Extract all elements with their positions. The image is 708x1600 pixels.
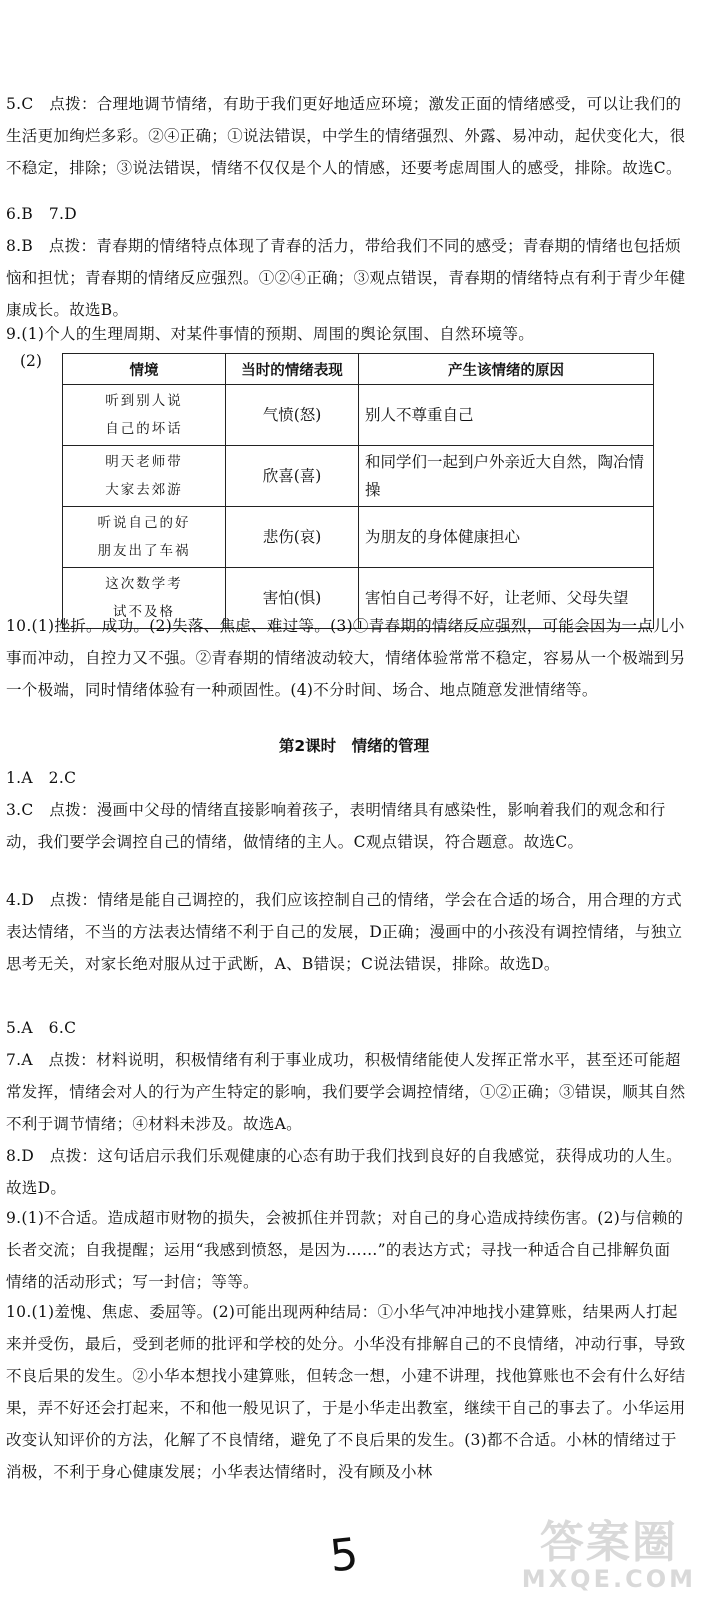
page-number: 5 <box>327 1528 361 1583</box>
table-row <box>63 446 654 507</box>
watermark-logo <box>521 1517 696 1593</box>
header-emotion: 当时的情绪表现 <box>226 354 359 385</box>
answer-8: 8.B 点拨：青春期的情绪特点体现了青春的活力，带给我们不同的感受；青春期的情绪也包括烦恼和担忧；青春期的情绪反应强烈。①②④正确；③观点错误，青春期的情绪特点有利于青少年健康成长。故选B。 <box>6 237 686 319</box>
header-situation: 情境 <box>63 354 226 385</box>
emotion-cell: 气愤(怒) <box>226 385 359 446</box>
answer-5-6: 5.A 6.C <box>6 1019 77 1037</box>
answer-9-1: 9.(1)个人的生理周期、对某件事情的预期、周围的舆论氛围、自然环境等。 <box>6 325 535 343</box>
answer-9b: 9.(1)不合适。造成超市财物的损失，会被抓住并罚款；对自己的身心造成持续伤害。(2)与信赖的长者交流；自我提醒；运用“我感到愤怒，是因为……”的表达方式；寻找一种适合自己排解负面情绪的活动形式；写一封信；等等。 <box>6 1209 684 1291</box>
answer-10b: 10.(1)羞愧、焦虑、委屈等。(2)可能出现两种结局：①小华气冲冲地找小建算账，结果两人打起来并受伤，最后，受到老师的批评和学校的处分。小华没有排解自己的不良情绪，冲动行事，导致不良后果的发生。②小华本想找小建算账，但转念一想，小建不讲理，找他算账也不会有什么好结果，弄不好还会打起来，不和他一般见识了，于是小华走出教室，继续干自己的事去了。小华运用改变认知评价的方法，化解了不良情绪，避免了不良后果的发生。(3)都不合适。小林的情绪过于消极，不利于身心健康发展；小华表达情绪时，没有顾及小林 <box>6 1303 686 1481</box>
emotion-cell: 悲伤(哀) <box>226 507 359 568</box>
reason-cell: 害怕自己考得不好，让老师、父母失望 <box>359 568 654 629</box>
situation-cell: 这次数学考 试不及格 <box>63 568 226 629</box>
answer-10: 10.(1)挫折。成功。(2)失落、焦虑、难过等。(3)①青春期的情绪反应强烈，可能会因为一点儿小事而冲动，自控力又不强。②青春期的情绪波动较大，情绪体验常常不稳定，容易从一个极端到另一个极端，同时情绪体验有一种顽固性。(4)不分时间、场合、地点随意发泄情绪等。 <box>6 617 686 699</box>
watermark-title: 答案圈 <box>539 1517 678 1568</box>
reason-cell: 和同学们一起到户外亲近大自然，陶冶情操 <box>359 446 654 507</box>
answer-3: 3.C 点拨：漫画中父母的情绪直接影响着孩子，表明情绪具有感染性，影响着我们的观念和行动，我们要学会调控自己的情绪，做情绪的主人。C观点错误，符合题意。故选C。 <box>6 801 666 851</box>
answer-4: 4.D 点拨：情绪是能自己调控的，我们应该控制自己的情绪，学会在合适的场合，用合理的方式表达情绪，不当的方法表达情绪不利于自己的发展，D正确；漫画中的小孩没有调控情绪，与独立思考无关，对家长绝对服从过于武断，A、B错误；C说法错误，排除。故选D。 <box>6 891 683 973</box>
reason-cell: 别人不尊重自己 <box>359 385 654 446</box>
emotion-cell: 欣喜(喜) <box>226 446 359 507</box>
reason-cell: 为朋友的身体健康担心 <box>359 507 654 568</box>
situation-cell: 听说自己的好 朋友出了车祸 <box>63 507 226 568</box>
emotion-table <box>62 353 654 629</box>
answer-7: 7.A 点拨：材料说明，积极情绪有利于事业成功，积极情绪能使人发挥正常水平，甚至还可能超常发挥，情绪会对人的行为产生特定的影响，我们要学会调控情绪，①②正确；③错误，顺其自然不利于调节情绪；④材料未涉及。故选A。 <box>6 1051 686 1133</box>
table-label: (2) <box>20 352 42 370</box>
table-row <box>63 385 654 446</box>
header-reason: 产生该情绪的原因 <box>359 354 654 385</box>
answer-5: 5.C 点拨：合理地调节情绪，有助于我们更好地适应环境；激发正面的情绪感受，可以让我们的生活更加绚烂多彩。②④正确；①说法错误，中学生的情绪强烈、外露、易冲动，起伏变化大，很不稳定，排除；③说法错误，情绪不仅仅是个人的情感，还要考虑周围人的感受，排除。故选C。 <box>6 95 686 177</box>
answer-6-7: 6.B 7.D <box>6 205 77 223</box>
watermark-domain: MXQE.COM <box>521 1565 696 1593</box>
situation-cell: 听到别人说 自己的坏话 <box>63 385 226 446</box>
situation-cell: 明天老师带 大家去郊游 <box>63 446 226 507</box>
section-heading: 第2课时 情绪的管理 <box>278 737 430 755</box>
answer-8b: 8.D 点拨：这句话启示我们乐观健康的心态有助于我们找到良好的自我感觉，获得成功的人生。故选D。 <box>6 1147 682 1197</box>
table-row <box>63 507 654 568</box>
table-header-row <box>63 354 654 385</box>
answer-1-2: 1.A 2.C <box>6 769 77 787</box>
emotion-cell: 害怕(惧) <box>226 568 359 629</box>
